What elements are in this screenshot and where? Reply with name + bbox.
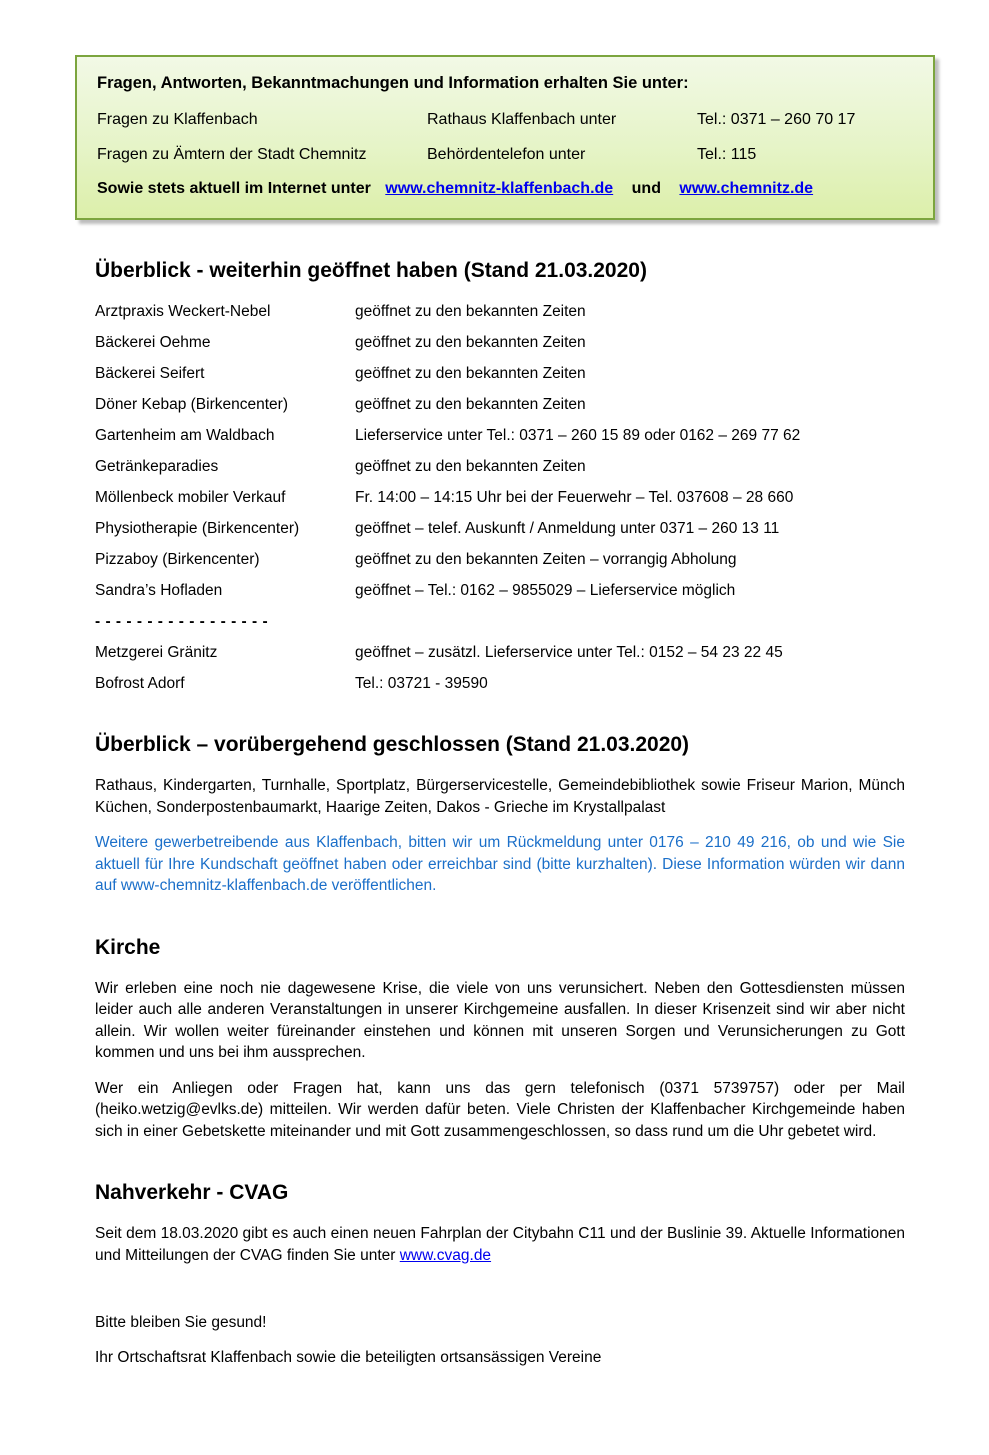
entry-row	[95, 673, 905, 694]
entry-name: Möllenbeck mobiler Verkauf	[95, 489, 286, 506]
heading-kirche: Kirche	[95, 935, 161, 959]
entry-name: Pizzaboy (Birkencenter)	[95, 551, 260, 568]
entry-name: Döner Kebap (Birkencenter)	[95, 396, 288, 413]
entry-status: geöffnet zu den bekannten Zeiten	[355, 365, 586, 382]
entry-row	[95, 332, 905, 353]
entry-row	[95, 580, 905, 601]
entry-row	[95, 363, 905, 384]
entry-row	[95, 549, 905, 570]
signature-line: Ihr Ortschaftsrat Klaffenbach sowie die beteiligten ortsansässigen Vereine	[95, 1349, 602, 1366]
link-chemnitz-klaffenbach[interactable]: www.chemnitz-klaffenbach.de	[385, 180, 614, 197]
entry-row	[95, 394, 905, 415]
entry-status: geöffnet zu den bekannten Zeiten	[355, 303, 586, 320]
entry-status: Tel.: 03721 - 39590	[355, 675, 488, 692]
entry-row	[95, 642, 905, 663]
closed-list-paragraph: Rathaus, Kindergarten, Turnhalle, Sportplatz, Bürgerservicestelle, Gemeindebibliothek sowie Friseur Marion, Münch Küchen, Sonderpostenbaumarkt, Haarige Zeiten, Dakos - Grieche im Krystallpalast	[95, 777, 905, 816]
info-box-title: Fragen, Antworten, Bekanntmachungen und Information erhalten Sie unter:	[97, 74, 689, 92]
entry-name: Bofrost Adorf	[95, 675, 185, 692]
entry-row	[95, 425, 905, 446]
newsletter-page	[0, 55, 989, 1455]
entry-row	[95, 487, 905, 508]
link-chemnitz[interactable]: www.chemnitz.de	[679, 180, 814, 197]
entry-name: Bäckerei Seifert	[95, 365, 205, 382]
info-box	[75, 55, 935, 220]
kirche-paragraph-1: Wir erleben eine noch nie dagewesene Krise, die viele von uns verunsichert. Neben den Gottesdiensten müssen leider auch alle anderen Veranstaltungen in unserer Kirchgemeine ausfallen. In dieser Krisenzeit sind wir aber nicht allein. Wir wollen weiter füreinander einstehen und können mit unseren Sorgen und Verunsicherungen zu Gott kommen und uns bei ihm aussprechen.	[95, 979, 905, 1061]
entry-name: Gartenheim am Waldbach	[95, 427, 275, 444]
info-phone: Tel.: 115	[697, 146, 757, 163]
entry-status: Fr. 14:00 – 14:15 Uhr bei der Feuerwehr – Tel. 037608 – 28 660	[355, 489, 794, 506]
info-box-row-klaffenbach	[97, 110, 913, 130]
entry-status: geöffnet zu den bekannten Zeiten – vorrangig Abholung	[355, 551, 737, 568]
info-topic: Fragen zu Klaffenbach	[97, 111, 258, 128]
nahverkehr-text: Seit dem 18.03.2020 gibt es auch einen neuen Fahrplan der Citybahn C11 und der Buslinie 39. Aktuelle Informationen und Mitteilungen der CVAG finden Sie unter	[95, 1225, 905, 1264]
entry-name: Metzgerei Gränitz	[95, 644, 218, 661]
entry-status: geöffnet zu den bekannten Zeiten	[355, 458, 586, 475]
conjunction-text: und	[631, 180, 661, 197]
closing-block	[95, 1312, 905, 1368]
info-topic: Fragen zu Ämtern der Stadt Chemnitz	[97, 146, 367, 163]
entry-row	[95, 301, 905, 322]
nahverkehr-paragraph	[95, 1223, 905, 1266]
info-box-footer	[97, 180, 913, 198]
stay-healthy-line: Bitte bleiben Sie gesund!	[95, 1314, 267, 1331]
info-phone: Tel.: 0371 – 260 70 17	[697, 111, 856, 128]
link-cvag[interactable]: www.cvag.de	[399, 1246, 492, 1264]
entry-name: Bäckerei Oehme	[95, 334, 211, 351]
entry-status: geöffnet – Tel.: 0162 – 9855029 – Lieferservice möglich	[355, 582, 736, 599]
entry-name: Physiotherapie (Birkencenter)	[95, 520, 300, 537]
entry-status: Lieferservice unter Tel.: 0371 – 260 15 89 oder 0162 – 269 77 62	[355, 427, 801, 444]
dashed-separator: - - - - - - - - - - - - - - - - -	[95, 613, 269, 630]
internet-note: Sowie stets aktuell im Internet unter	[97, 180, 371, 197]
entry-status: geöffnet – zusätzl. Lieferservice unter Tel.: 0152 – 54 23 22 45	[355, 644, 783, 661]
heading-nahverkehr: Nahverkehr - CVAG	[95, 1181, 289, 1204]
entry-name: Arztpraxis Weckert-Nebel	[95, 303, 271, 320]
info-box-row-chemnitz	[97, 145, 913, 165]
entry-status: geöffnet – telef. Auskunft / Anmeldung unter 0371 – 260 13 11	[355, 520, 780, 537]
entry-status: geöffnet zu den bekannten Zeiten	[355, 334, 586, 351]
entry-name: Getränkeparadies	[95, 458, 219, 475]
entry-row	[95, 518, 905, 539]
info-place: Behördentelefon unter	[427, 146, 586, 163]
entry-status: geöffnet zu den bekannten Zeiten	[355, 396, 586, 413]
entry-name: Sandra’s Hofladen	[95, 582, 223, 599]
heading-open-overview: Überblick - weiterhin geöffnet haben (Stand 21.03.2020)	[95, 259, 647, 282]
feedback-notice-paragraph: Weitere gewerbetreibende aus Klaffenbach, bitten wir um Rückmeldung unter 0176 – 210 49 216, ob und wie Sie aktuell für Ihre Kundschaft geöffnet haben oder erreichbar sind (bitte kurzhalten). Diese Information würden wir dann auf www-chemnitz-klaffenbach.de veröffentlichen.	[95, 834, 905, 894]
kirche-paragraph-2: Wer ein Anliegen oder Fragen hat, kann uns das gern telefonisch (0371 5739757) oder per Mail (heiko.wetzig@evlks.de) mitteilen. Wir werden dafür beten. Viele Christen der Klaffenbacher Kirchgemeinde haben sich in einer Gebetskette miteinander und mit Gott zusammengeschlossen, so dass rund um die Uhr gebetet wird.	[95, 1079, 905, 1140]
info-place: Rathaus Klaffenbach unter	[427, 111, 617, 128]
heading-closed-overview: Überblick – vorübergehend geschlossen (Stand 21.03.2020)	[95, 733, 690, 756]
entry-row	[95, 456, 905, 477]
